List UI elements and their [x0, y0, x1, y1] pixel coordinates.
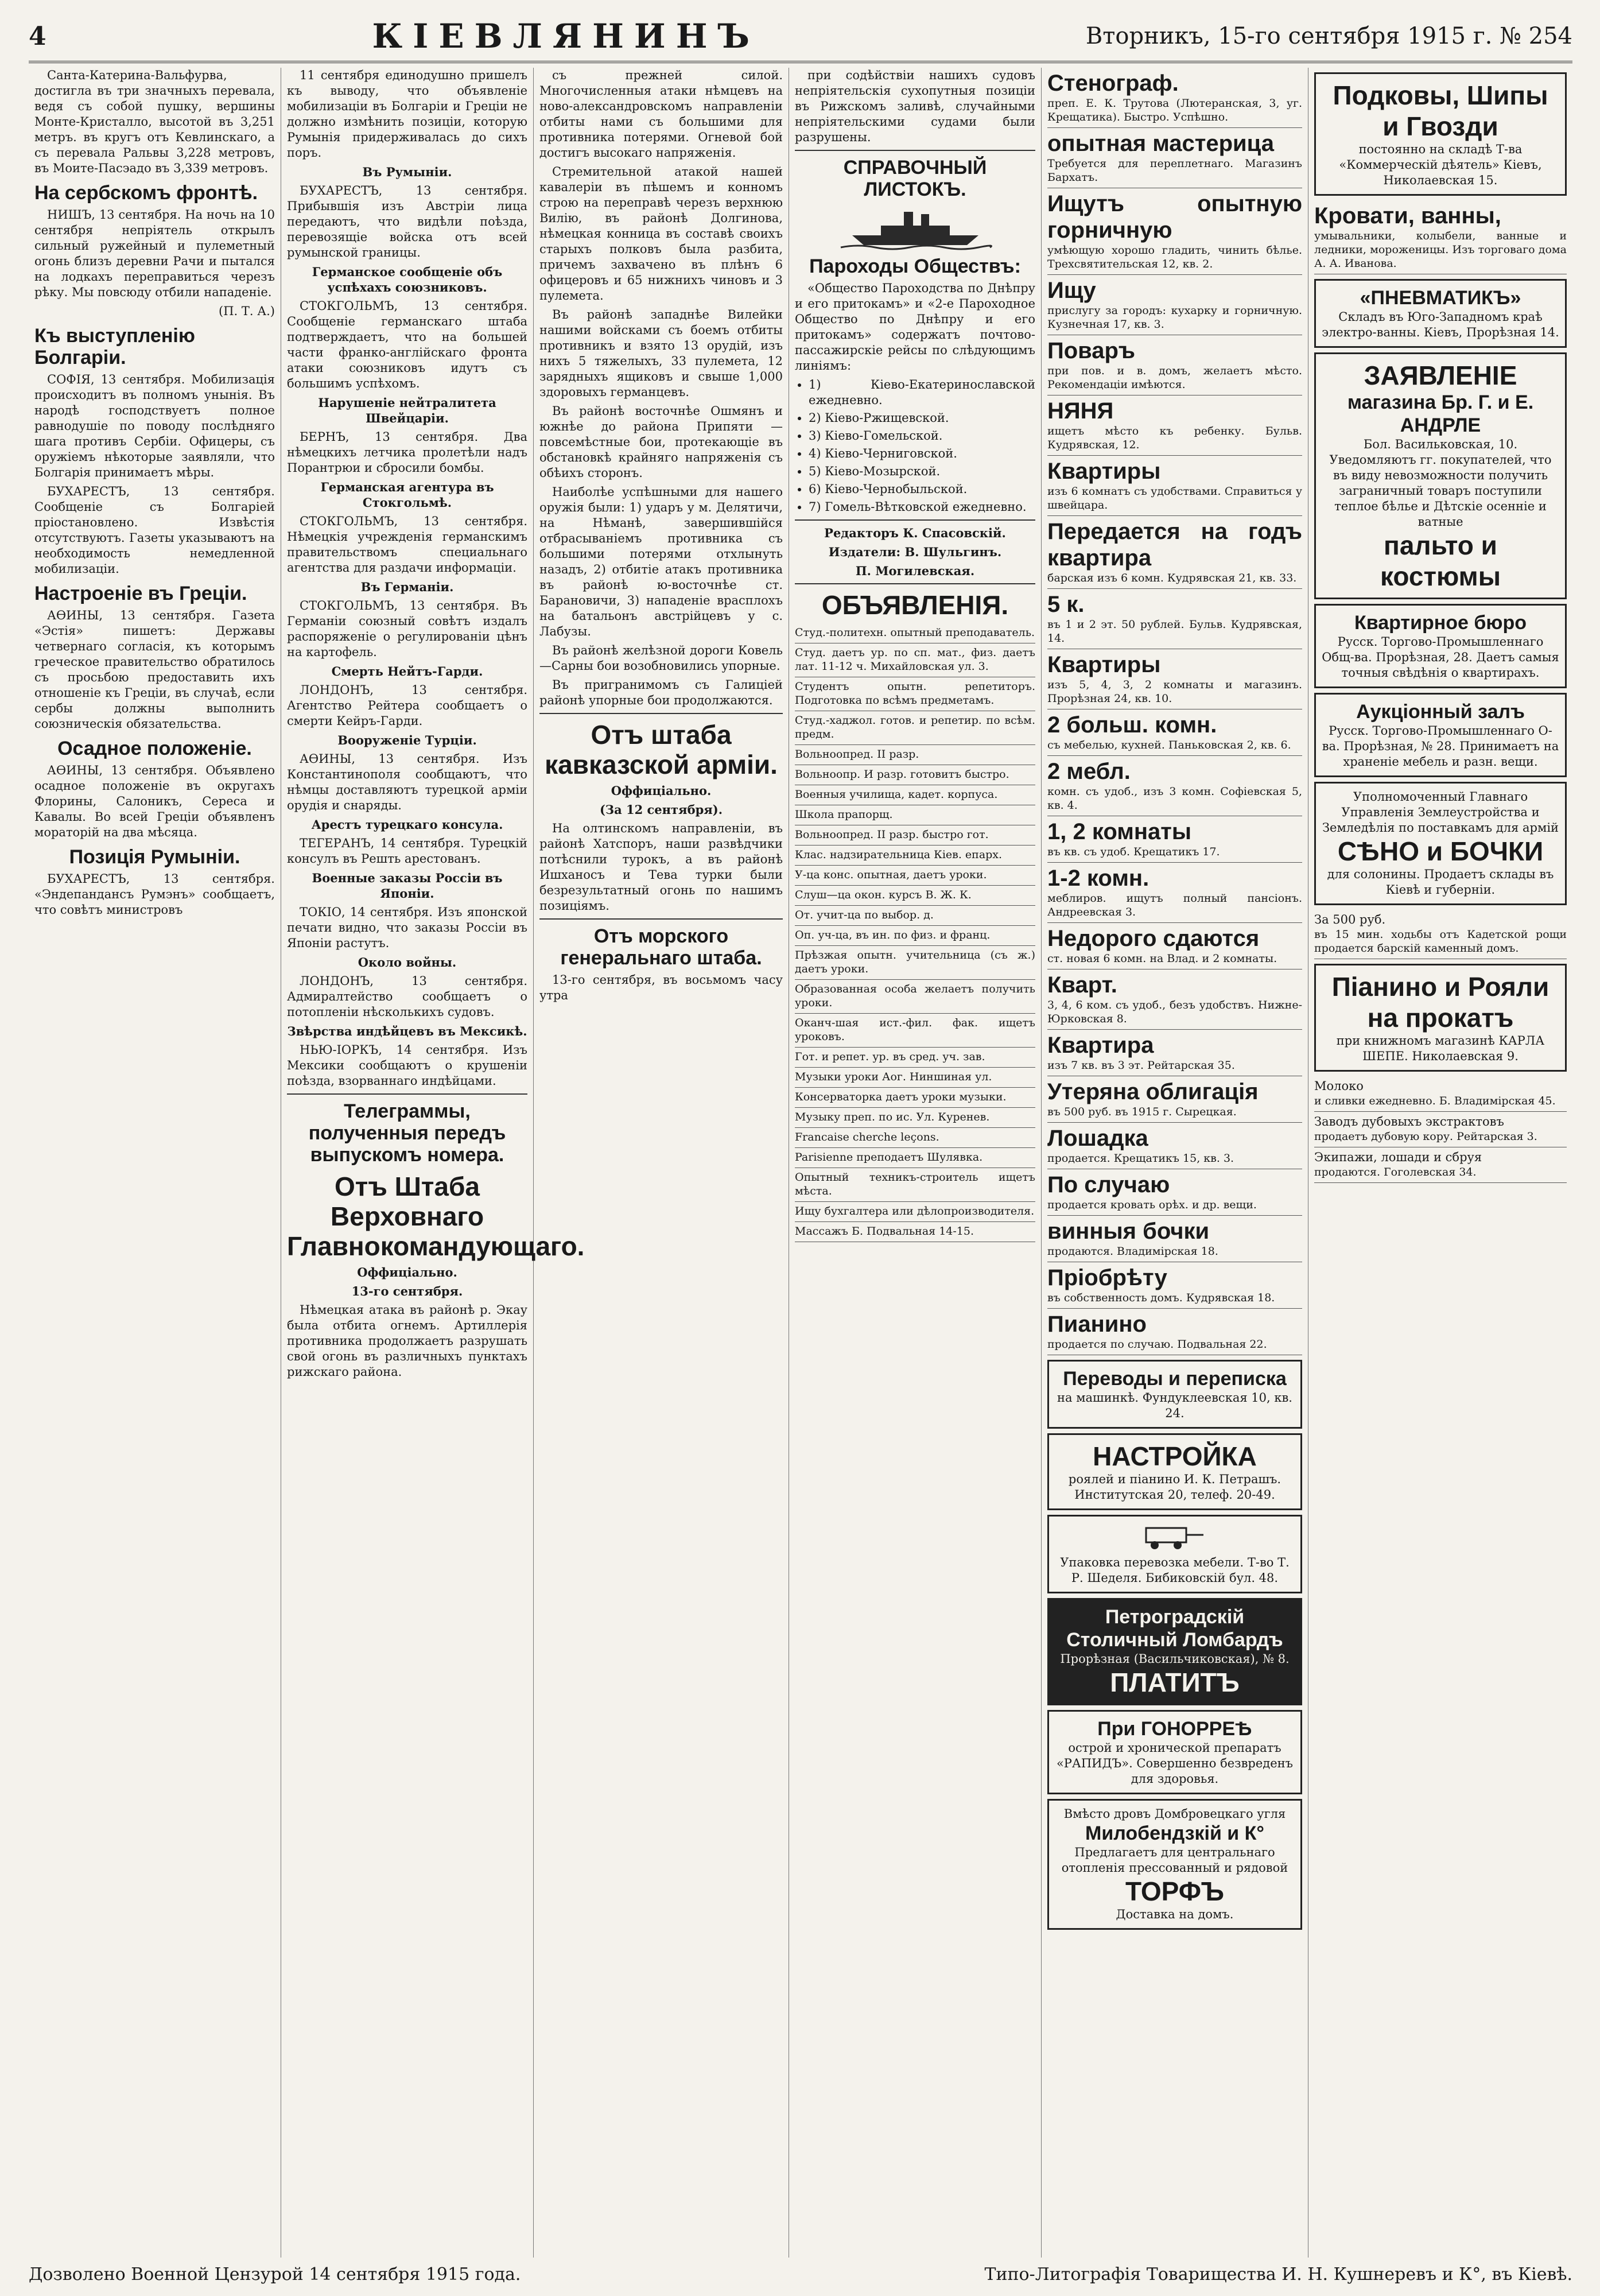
column-2: [281, 68, 585, 2258]
classified-ad: [795, 765, 1035, 785]
column-1: [29, 68, 281, 2258]
ad-text: Доставка на домъ.: [1116, 1907, 1234, 1921]
section-heading: Осадное положеніе.: [57, 738, 252, 759]
ad-title: Милобендзкій и К°: [1085, 1822, 1264, 1844]
ad-text: Музыку преп. по ис. Ул. Куренев.: [795, 1111, 990, 1123]
ad-title: пальто и костюмы: [1380, 530, 1501, 591]
ad-text: изъ 5, 4, 3, 2 комнаты и магазинъ. Прорѣзная 24, кв. 10.: [1047, 678, 1302, 705]
ad-block: [1314, 1147, 1567, 1183]
ad-text: при пов. и в. домъ, желаетъ мѣсто. Рекомендаціи имѣются.: [1047, 364, 1302, 391]
ad-text: въ кв. съ удоб. Крещатикъ 17.: [1047, 846, 1220, 858]
ad-title: Ищутъ опытную горничную: [1047, 191, 1302, 243]
ad-box: [1314, 279, 1567, 348]
divider: [795, 583, 1035, 584]
section-heading: Позиція Румыніи.: [69, 846, 240, 868]
ad-box: [1314, 352, 1567, 599]
ad-title: Поваръ: [1047, 338, 1136, 363]
dispatch-date: (За 12 сентября).: [599, 802, 723, 817]
article-text: съ прежней силой. Многочисленныя атаки нѣмцевъ на ново-александровскомъ направленіи отбиты нами съ большими для противника потерями. Огневой бой достигъ высокаго напряженія.: [539, 68, 783, 160]
classified-ad: [1047, 188, 1302, 275]
navy-heading: Отъ морского генеральнаго штаба.: [560, 925, 762, 969]
classified-ad: [795, 825, 1035, 846]
masthead: [29, 11, 1572, 63]
ad-text: комн. съ удоб., изъ 3 комн. Софіевская 5, кв. 4.: [1047, 785, 1302, 812]
classified-ad: [795, 946, 1035, 980]
ad-text: Студентъ опытн. репетиторъ. Подготовка по всѣмъ предметамъ.: [795, 680, 1035, 707]
ads-heading: ОБЪЯВЛЕНІЯ.: [821, 590, 1009, 620]
ad-text: Складъ въ Юго-Западномъ краѣ электро-ванны. Кіевъ, Прорѣзная 14.: [1322, 310, 1559, 339]
article-text: СТОКГОЛЬМЪ, 13 сентября. Нѣмецкія учрежденія германскимъ правительствомъ специальнаго агентства для раздачи информаціи.: [287, 514, 527, 575]
classified-list: [795, 623, 1035, 1242]
article-text: АѲИНЫ, 13 сентября. Изъ Константинополя сообщаютъ, что нѣмцы доставляютъ турецкой арміи орудія и снаряды.: [287, 752, 527, 812]
classified-ad: [795, 745, 1035, 765]
official-label: Оффиціально.: [357, 1265, 457, 1279]
classified-ad: [1047, 456, 1302, 516]
ad-title: «ПНЕВМАТИКЪ»: [1360, 287, 1521, 309]
ad-text: при книжномъ магазинѣ КАРЛА ШЕПЕ. Николаевская 9.: [1336, 1034, 1545, 1063]
ad-text: Требуется для переплетнаго. Магазинъ Бархатъ.: [1047, 157, 1302, 184]
article-text: ТОКІО, 14 сентября. Изъ японской печати видно, что заказы Россіи въ Японіи растутъ.: [287, 905, 527, 950]
article-text: Санта-Катерина-Вальфурва, достигла въ три значныхъ перевала, ведя съ собой пушку, вершины Монте-Кристалло, высотой въ 3,251 метръ. въ кругъ отъ Кевлинскаго, а съ перевала Ральвы 3,228 метровъ, въ Моите-Пасэадо въ 3,339 метровъ.: [34, 68, 275, 175]
ad-title: 2 мебл.: [1047, 759, 1131, 784]
ad-text: на машинкѣ. Фундуклеевская 10, кв. 24.: [1057, 1391, 1292, 1420]
page-footer: [29, 2264, 1572, 2287]
article-text: БУХАРЕСТЪ, 13 сентября. Сообщеніе съ Болгаріей пріостановлено. Извѣстія отсутствуютъ. Газеты указываютъ на необходимость немедленной мобилизаціи.: [34, 484, 275, 576]
ad-text: У-ца конс. опытная, даетъ уроки.: [795, 868, 987, 881]
classified-ad: [795, 1128, 1035, 1148]
classified-ad: [1047, 649, 1302, 709]
ad-title: Передается на годъ квартира: [1047, 519, 1302, 571]
article-text: СОФІЯ, 13 сентября. Мобилизація происходитъ въ полномъ унынія. Въ народѣ господствуетъ полное равнодушіе по поводу послѣдняго шага противъ Сербіи. Офицеры, съ оружіемъ нѣкоторые заявляли, что Болгарія принимаетъ мѣры.: [34, 373, 275, 479]
ad-text: въ 15 мин. ходьбы отъ Кадетской рощи продается барскій каменный домъ.: [1314, 928, 1567, 955]
article-text: ТЕГЕРАНЪ, 14 сентября. Турецкій консулъ въ Решть арестованъ.: [287, 836, 527, 866]
ad-title: Утеряна облигація: [1047, 1079, 1259, 1104]
classified-ad: [795, 1108, 1035, 1128]
classified-list: [1047, 68, 1302, 1355]
ad-text: продается кровать орѣх. и др. вещи.: [1047, 1199, 1257, 1211]
section-heading: На сербскомъ фронтѣ.: [34, 182, 258, 204]
article-text: при содѣйствіи нашихъ судовъ непріятельскія сухопутныя позиціи въ Рижскомъ заливѣ, случайными непріятельскими судами были разрушены.: [795, 68, 1035, 144]
ad-subtitle: магазина Бр. Г. и Е. АНДРЛЕ: [1347, 391, 1534, 436]
ad-title: Лошадка: [1047, 1126, 1148, 1151]
ad-title: Пианино: [1047, 1312, 1147, 1337]
ad-title: Стенограф.: [1047, 71, 1179, 96]
ad-text: Francaise cherche leçons.: [795, 1131, 939, 1143]
ad-title: 5 к.: [1047, 592, 1085, 617]
ad-box: [1314, 604, 1567, 688]
ad-text: Русск. Торгово-Промышленнаго Общ-ва. Прорѣзная, 28. Даетъ самыя точныя свѣдѣнія о квартирахъ.: [1322, 635, 1559, 680]
section-heading: Германское сообщеніе объ успѣхахъ союзниковъ.: [312, 265, 503, 294]
divider: [539, 713, 783, 714]
ad-title: Петроградскій Столичный Ломбардъ: [1066, 1606, 1283, 1651]
section-heading: Смерть Нейтъ-Гарди.: [331, 664, 483, 678]
ad-text: Предлагаетъ для центральнаго отопленія прессованный и рядовой: [1061, 1845, 1288, 1875]
section-heading: Германская агентура въ Стокгольмѣ.: [320, 480, 494, 510]
classified-ad: [1047, 1169, 1302, 1216]
ad-title: НЯНЯ: [1047, 398, 1114, 424]
ad-text: Вольноопр. И разр. готовитъ быстро.: [795, 768, 1009, 781]
ad-text: От. учит-ца по выбор. д.: [795, 909, 934, 921]
classified-ad: [1047, 1262, 1302, 1309]
classified-ad: [1047, 1076, 1302, 1123]
divider: [287, 1093, 527, 1095]
ad-box: [1314, 782, 1567, 905]
steamship-icon: [841, 204, 990, 250]
source-line: (П. Т. А.): [219, 304, 275, 318]
classified-ad: [795, 1222, 1035, 1242]
ad-text: продаетъ дубовую кору. Рейтарская 3.: [1314, 1130, 1537, 1143]
ad-text: Опытный техникъ-строитель ищетъ мѣста.: [795, 1171, 1035, 1197]
ad-title: 1, 2 комнаты: [1047, 819, 1191, 844]
ad-title: Квартиры: [1047, 652, 1161, 677]
ad-block: [1314, 1076, 1567, 1112]
ad-title: Квартиры: [1047, 459, 1161, 484]
publisher-line: Издатели: В. Шульгинъ.: [828, 545, 1002, 559]
ad-text: умѣющую хорошо гладить, чинить бѣлье. Трехсвятительская 12, кв. 2.: [1047, 244, 1302, 270]
ad-text: Оканч-шая ист.-фил. фак. ищетъ уроковъ.: [795, 1017, 1035, 1043]
ad-text: прислугу за городъ: кухарку и горничную. Кузнечная 17, кв. 3.: [1047, 304, 1302, 331]
list-item: • 7) Гомель-Вѣтковской ежедневно.: [809, 499, 1035, 515]
ad-text: Русск. Торгово-Промышленнаго О-ва. Прорѣзная, № 28. Принимаетъ на храненіе мебель и разн. вещи.: [1322, 724, 1559, 769]
section-heading: Арестъ турецкаго консула.: [311, 817, 503, 832]
list-item: • 3) Кіево-Гомельской.: [809, 428, 1035, 444]
ad-text: острой и хронической препаратъ «РАПИДЪ». Совершенно безвреденъ для здоровья.: [1056, 1741, 1294, 1786]
section-heading: Военные заказы Россіи въ Японіи.: [312, 871, 503, 901]
ad-title: Квартира: [1047, 1033, 1154, 1058]
classified-ad: [795, 623, 1035, 643]
ad-text: Вмѣсто дровъ Домбровецкаго угля: [1063, 1807, 1286, 1821]
ad-title: Подковы, Шипы и Гвозди: [1333, 80, 1548, 141]
ad-text: 3, 4, 6 ком. съ удоб., безъ удобствъ. Нижне-Юрковская 8.: [1047, 999, 1302, 1025]
ad-title: винныя бочки: [1047, 1219, 1210, 1244]
ships-heading: Пароходы Обществъ:: [809, 255, 1021, 277]
publisher-line: П. Могилевская.: [855, 564, 975, 578]
issue-date: Вторникъ, 15-го сентября 1915 г. № 254: [1085, 23, 1572, 49]
ad-box: [1047, 1799, 1302, 1930]
ad-title: СѢНО и БОЧКИ: [1337, 836, 1544, 866]
classified-ad: [1047, 816, 1302, 863]
article-text: БУХАРЕСТЪ, 13 сентября. «Эндепандансъ Румэнъ» сообщаетъ, что совѣтъ министровъ: [34, 872, 275, 917]
divider: [795, 519, 1035, 521]
classified-ad: [795, 1202, 1035, 1222]
ad-text: Школа прапорщ.: [795, 808, 893, 821]
classified-ad: [795, 906, 1035, 926]
list-item: • 6) Кіево-Чернобыльской.: [809, 482, 1035, 497]
ad-text: Массажъ Б. Подвальная 14-15.: [795, 1225, 974, 1238]
article-text: 13-го сентября, въ восьмомъ часу утра: [539, 973, 783, 1002]
ad-text: Гот. и репет. ур. въ сред. уч. зав.: [795, 1050, 985, 1063]
article-text: АѲИНЫ, 13 сентября. Газета «Эстія» пишетъ: Державы четвернаго согласія, къ которымъ греческое правительство обратилось съ просьбою предоставить ихъ отношеніе къ Греціи, въ случаѣ, если сербы должны выполнить союзническія обязательства.: [34, 608, 275, 731]
ad-text: продаются. Владимірская 18.: [1047, 1245, 1218, 1258]
ad-text: съ мебелью, кухней. Паньковская 2, кв. 6.: [1047, 739, 1291, 751]
article-text: «Общество Пароходства по Днѣпру и его притокамъ» и «2-е Пароходное Общество по Днѣпру и его притокамъ» содержатъ почтово-пассажирскіе рейсы по слѣдующимъ линіямъ:: [795, 281, 1035, 373]
dispatch-date: 13-го сентября.: [351, 1284, 463, 1298]
ad-block: [1314, 910, 1567, 959]
ad-title: Уполномоченный Главнаго Управленія Землеустройства и Земледѣлія по поставкамъ для армій: [1322, 790, 1559, 835]
classified-ad: [1047, 709, 1302, 756]
list-item: • 5) Кіево-Мозырской.: [809, 464, 1035, 479]
ad-text: и сливки ежедневно. Б. Владимірская 45.: [1314, 1095, 1556, 1107]
ad-text: въ собственность домъ. Кудрявская 18.: [1047, 1292, 1275, 1304]
ad-text: Музыки уроки Аог. Ниншиная ул.: [795, 1071, 992, 1083]
ad-title: Аукціонный залъ: [1356, 701, 1525, 723]
ad-text: Клас. надзирательница Кіев. епарх.: [795, 848, 1003, 861]
printer-note: Типо-Литографія Товарищества И. Н. Кушнеревъ и К°, въ Кіевѣ.: [984, 2264, 1572, 2285]
official-label: Оффиціально.: [611, 784, 712, 798]
article-text: Стремительной атакой нашей кавалеріи въ пѣшемъ и конномъ строю на переправѣ черезъ верхнюю Вилію, въ районѣ Долгинова, нѣмецкая конница въ составѣ своихъ старыхъ полковъ была разбита, причемъ захвачено въ плѣнъ 6 офицеровъ и 65 нижнихъ чиновъ и 3 пулемета.: [539, 165, 783, 302]
article-text: НИШЪ, 13 сентября. На ночь на 10 сентября непріятель открылъ сильный ружейный и пулеметный огонь близъ деревни Рачи и пытался на лодкахъ переправиться черезъ рѣку. Мы повсюду отбили нападеніе.: [34, 208, 275, 299]
ad-title: За 500 руб.: [1314, 913, 1386, 926]
section-heading: Вооруженіе Турціи.: [337, 733, 477, 747]
ad-text: Прѣзжая опытн. учительница (съ ж.) даетъ уроки.: [795, 949, 1035, 975]
article-text: Въ районѣ восточнѣе Ошмянъ и южнѣе до района Припяти — повсемѣстные бои, протекающіе въ обстановкѣ крайняго напряженія съ обѣихъ сторонъ.: [539, 404, 783, 480]
article-text: ЛОНДОНЪ, 13 сентября. Агентство Рейтера сообщаетъ о смерти Кейръ-Гарди.: [287, 683, 527, 728]
article-text: 11 сентября единодушно пришелъ къ выводу, что объявленіе мобилизаціи въ Болгаріи и Греціи не должно измѣнить позиціи, которую Румынія придерживалась до сихъ поръ.: [287, 68, 527, 160]
classified-ad: [1047, 68, 1302, 128]
ad-title: Недорого сдаются: [1047, 926, 1260, 951]
ad-box: [1047, 1360, 1302, 1429]
classified-ad: [1047, 1030, 1302, 1076]
divider: [539, 918, 783, 920]
classified-ad: [795, 886, 1035, 906]
ad-text: Образованная особа желаетъ получить уроки.: [795, 983, 1035, 1009]
column-6: [1308, 68, 1572, 2258]
ad-title: НАСТРОЙКА: [1093, 1441, 1257, 1471]
ad-text: ст. новая 6 комн. на Влад. и 2 комнаты.: [1047, 952, 1277, 965]
article-text: Въ районѣ желѣзной дороги Ковель—Сарны бои возобновились упорные.: [539, 643, 783, 673]
article-text: БУХАРЕСТЪ, 13 сентября. Прибывшія изъ Австріи лица передаютъ, что видѣли поѣзда, перевозящіе войска отъ всей румынской границы.: [287, 184, 527, 259]
ad-text: Вольноопред. II разр.: [795, 748, 919, 761]
classified-ad: [1047, 516, 1302, 589]
ad-title: Переводы и переписка: [1063, 1368, 1287, 1390]
divider: [795, 150, 1035, 151]
classified-ad: [795, 643, 1035, 677]
ad-title: Заводъ дубовыхъ экстрактовъ: [1314, 1115, 1504, 1128]
caucasus-heading: Отъ штаба кавказской арміи.: [545, 720, 778, 779]
article-text: Наиболѣе успѣшными для нашего оружія были: 1) ударъ у м. Делятичи, на Нѣманѣ, завершившійся отбрасываніемъ противника съ большими потерями отхлынуть назадъ, 2) отбитіе атакъ противника въ районѣ ю-восточнѣе ст. Барановичи, 3) нападеніе врасплохъ на батальонъ австрійцевъ у с. Лабузы.: [539, 485, 783, 638]
classified-ad: [1047, 923, 1302, 969]
reference-heading: СПРАВОЧНЫЙ ЛИСТОКЪ.: [843, 157, 987, 200]
classified-ad: [1047, 969, 1302, 1030]
article-text: СТОКГОЛЬМЪ, 13 сентября. Въ Германіи союзный совѣтъ издалъ распоряженіе о регулированіи цѣнъ на картофель.: [287, 599, 527, 659]
ad-text: Оп. уч-ца, въ ин. по физ. и франц.: [795, 929, 991, 941]
classified-ad: [795, 866, 1035, 886]
cart-icon: [1140, 1522, 1209, 1551]
ad-text: въ 500 руб. въ 1915 г. Сырецкая.: [1047, 1106, 1237, 1118]
editor-line: Редакторъ К. Спасовскій.: [824, 526, 1006, 540]
section-heading: Въ Румыніи.: [362, 165, 452, 179]
ad-text: Студ.-политехн. опытный преподаватель.: [795, 626, 1035, 639]
ad-title: Ищу: [1047, 278, 1096, 303]
column-4: [789, 68, 1042, 2258]
ad-title: Пріобрѣту: [1047, 1265, 1167, 1290]
ad-title: ПЛАТИТЪ: [1110, 1667, 1240, 1697]
ad-text: Упаковка перевозка мебели. Т-во Т. Р. Шеделя. Бибиковскій бул. 48.: [1060, 1556, 1290, 1585]
list-item: • 1) Кіево-Екатеринославской ежедневно.: [809, 377, 1035, 408]
ad-text: Слуш—ца окон. курсъ В. Ж. К.: [795, 889, 972, 901]
ad-text: роялей и піанино И. К. Петрашъ. Институтская 20, телеф. 20-49.: [1068, 1472, 1281, 1502]
classified-ad: [795, 1148, 1035, 1168]
ad-title: Кровати, ванны,: [1314, 203, 1501, 228]
ad-box: [1047, 1710, 1302, 1794]
ad-box: [1314, 693, 1567, 777]
classified-ad: [795, 1168, 1035, 1202]
ad-text: въ 1 и 2 эт. 50 рублей. Бульв. Кудрявская, 14.: [1047, 618, 1302, 645]
section-heading: Нарушеніе нейтралитета Швейцаріи.: [318, 395, 496, 425]
classified-ad: [795, 711, 1035, 745]
ad-text: барская изъ 6 комн. Кудрявская 21, кв. 33.: [1047, 572, 1297, 584]
ad-title: Кварт.: [1047, 972, 1117, 998]
classified-ad: [795, 1088, 1035, 1108]
ad-text: Вольноопред. II разр. быстро гот.: [795, 828, 989, 841]
ad-text: Студ.-хаджол. готов. и репетир. по всѣм. предм.: [795, 714, 1035, 740]
newspaper-title: КІЕВЛЯНИНЪ: [372, 17, 760, 56]
classified-ad: [795, 846, 1035, 866]
ad-text: Ищу бухгалтера или дѣлопроизводителя.: [795, 1205, 1035, 1217]
ad-text: продаются. Гоголевская 34.: [1314, 1166, 1477, 1178]
ad-text: Студ. даетъ ур. по сп. мат., физ. даетъ лат. 11-12 ч. Михайловская ул. 3.: [795, 646, 1035, 673]
ad-box: [1047, 1515, 1302, 1593]
ad-title: Молоко: [1314, 1079, 1364, 1093]
section-heading: Около войны.: [358, 955, 457, 969]
article-text: ЛОНДОНЪ, 13 сентября. Адмиралтейство сообщаетъ о потопленіи нѣсколькихъ судовъ.: [287, 974, 527, 1019]
ad-title: ЗАЯВЛЕНІЕ: [1364, 360, 1517, 390]
section-heading: Звѣрства индѣйцевъ въ Мексикѣ.: [287, 1024, 527, 1038]
classified-ad: [795, 677, 1035, 711]
ad-title: опытная мастерица: [1047, 131, 1274, 156]
ad-block: [1314, 200, 1567, 274]
article-text: БЕРНЪ, 13 сентября. Два нѣмецкихъ летчика пролетѣли надъ Порантрюи и сбросили бомбы.: [287, 430, 527, 475]
classified-ad: [795, 1068, 1035, 1088]
ad-text: умывальники, колыбели, ванные и ледники, мороженицы. Изъ торговаго дома А. А. Иванова.: [1314, 230, 1567, 270]
ad-block: [1314, 1112, 1567, 1147]
classified-ad: [1047, 589, 1302, 649]
ad-title: Квартирное бюро: [1354, 612, 1527, 634]
classified-ad: [795, 805, 1035, 825]
ad-text: изъ 6 комнатъ съ удобствами. Справиться у швейцара.: [1047, 485, 1302, 511]
article-text: Въ пригранимомъ съ Галиціей районѣ упорные бои продолжаются.: [539, 678, 783, 707]
classified-ad: [1047, 128, 1302, 188]
column-3: [534, 68, 789, 2258]
column-5: [1042, 68, 1308, 2258]
article-text: Въ районѣ западнѣе Вилейки нашими войсками съ боемъ отбиты противникъ и взято 13 орудій, изъ нихъ 5 тяжелыхъ, 33 пулемета, 12 зарядныхъ ящиковъ и свыше 1,000 здоровыхъ германцевъ.: [539, 308, 783, 399]
classified-ad: [1047, 395, 1302, 456]
ad-text: Консерваторка даетъ уроки музыки.: [795, 1091, 1007, 1103]
classified-ad: [795, 1048, 1035, 1068]
ad-text: Parisienne преподаетъ Шулявка.: [795, 1151, 983, 1163]
ad-title: 1-2 комн.: [1047, 866, 1149, 891]
ad-text: Военныя училища, кадет. корпуса.: [795, 788, 998, 801]
ad-text: для солонины. Продаетъ склады въ Кіевѣ и губерніи.: [1327, 867, 1554, 897]
ad-text: ищетъ мѣсто къ ребенку. Бульв. Кудрявская, 12.: [1047, 425, 1302, 451]
telegrams-heading: Телеграммы, полученныя передъ выпускомъ номера.: [308, 1100, 506, 1166]
classified-ad: [1047, 756, 1302, 816]
censor-note: Дозволено Военной Цензурой 14 сентября 1915 года.: [29, 2264, 521, 2285]
classified-ad: [1047, 1123, 1302, 1169]
article-text: СТОКГОЛЬМЪ, 13 сентября. Сообщеніе германскаго штаба подтверждаетъ, что на большей части франко-англійскаго фронта атаки союзниковъ идутъ съ большимъ успѣхомъ.: [287, 299, 527, 390]
classified-ad: [795, 1014, 1035, 1048]
ad-title: По случаю: [1047, 1172, 1170, 1197]
article-text: НЬЮ-ІОРКЪ, 14 сентября. Изъ Мексики сообщаютъ о крушеніи поѣзда, взорваннаго индѣйцами.: [287, 1043, 527, 1088]
ad-text: продается. Крещатикъ 15, кв. 3.: [1047, 1152, 1234, 1165]
ad-text: преп. Е. К. Трутова (Лютеранская, 3, уг. Крещатика). Быстро. Успѣшно.: [1047, 97, 1302, 123]
section-heading: Въ Германіи.: [360, 580, 454, 594]
section-heading: Настроеніе въ Греціи.: [34, 583, 247, 604]
routes-list: [795, 377, 1035, 515]
ad-text: постоянно на складѣ Т-ва «Коммерческій дѣятель» Кіевъ, Николаевская 15.: [1339, 142, 1542, 187]
classified-ad: [1047, 1309, 1302, 1355]
classified-ad: [1047, 335, 1302, 395]
ad-title: Піанино и Рояли на прокатъ: [1331, 972, 1549, 1033]
classified-ad: [1047, 275, 1302, 335]
ad-title: 2 больш. комн.: [1047, 712, 1217, 738]
ad-box: [1314, 72, 1567, 196]
ad-title: Экипажи, лошади и сбруя: [1314, 1150, 1482, 1164]
classified-ad: [1047, 863, 1302, 923]
ad-box: [1047, 1598, 1302, 1705]
article-text: Нѣмецкая атака въ районѣ р. Экау была отбита огнемъ. Артиллерія противника продолжаетъ разрушать свой огонь въ различныхъ пунктахъ рижскаго района.: [287, 1303, 527, 1379]
ad-text: Прорѣзная (Васильчиковская), № 8.: [1060, 1652, 1290, 1666]
section-heading: Къ выступленію Болгаріи.: [34, 325, 195, 369]
classified-ad: [795, 980, 1035, 1014]
list-item: • 2) Кіево-Ржищевской.: [809, 410, 1035, 426]
ad-title: ТОРФЪ: [1125, 1876, 1225, 1906]
list-item: • 4) Кіево-Черниговской.: [809, 446, 1035, 461]
article-text: На олтинскомъ направленіи, въ районѣ Хатспоръ, наши развѣдчики потѣснили турокъ, а въ районѣ Ишханосъ и Тева турки были безрезультатный огонь по нашимъ позиціямъ.: [539, 821, 783, 913]
classified-ad: [795, 785, 1035, 805]
classified-ad: [795, 926, 1035, 946]
ad-text: изъ 7 кв. въ 3 эт. Рейтарская 35.: [1047, 1059, 1235, 1072]
ad-text: продается по случаю. Подвальная 22.: [1047, 1338, 1267, 1351]
ad-text: Бол. Васильковская, 10. Уведомляютъ гг. покупателей, что въ виду невозможности получить заграничный товаръ поступили теплое бѣлье и Дѣтскіе осенніе и ватные: [1329, 437, 1552, 529]
classified-ad: [1047, 1216, 1302, 1262]
ad-text: меблиров. ищутъ полный пансіонъ. Андреевская 3.: [1047, 892, 1302, 918]
stavka-heading: Отъ Штаба Верховнаго Главнокомандующаго.: [287, 1172, 585, 1261]
article-text: АѲИНЫ, 13 сентября. Объявлено осадное положеніе въ округахъ Флорины, Салоникъ, Сереса и Кавалы. Во всей Греціи объявленъ мораторій на два мѣсяца.: [34, 763, 275, 839]
page-number: 4: [29, 21, 46, 51]
ad-box: [1314, 964, 1567, 1072]
ad-box: [1047, 1433, 1302, 1510]
ad-title: При ГОНОРРЕѢ: [1097, 1718, 1252, 1740]
